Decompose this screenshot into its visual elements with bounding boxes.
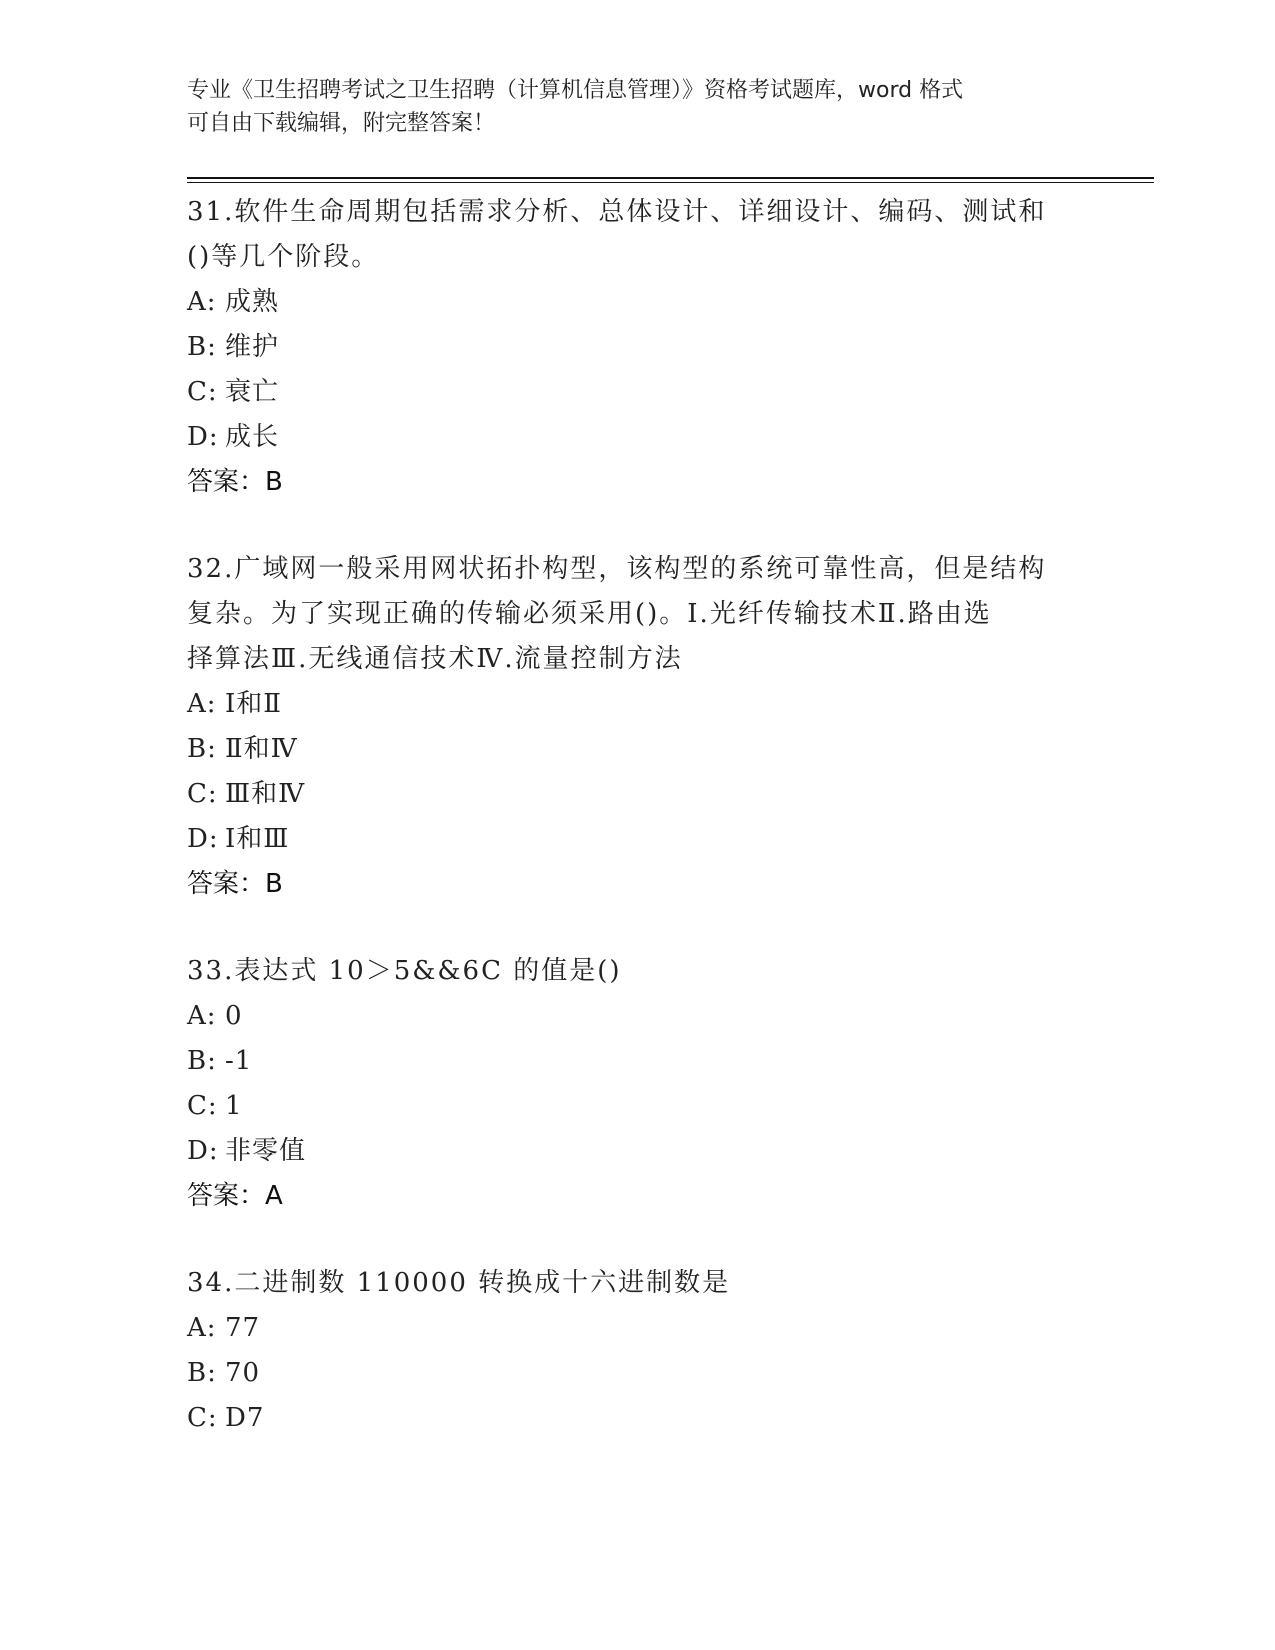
option-text: 衰亡 [225, 377, 280, 407]
question-item [187, 949, 1087, 1219]
header-divider-thick [187, 177, 1154, 179]
option-letter: B: [187, 1046, 217, 1076]
option-text: 70 [225, 1358, 261, 1388]
option-letter: A: [187, 1313, 217, 1343]
option-letter: C: [187, 779, 218, 809]
option-letter: B: [187, 734, 217, 764]
answer-option [187, 1306, 1087, 1351]
option-text: 0 [225, 1001, 243, 1031]
option-letter: A: [187, 287, 217, 317]
answer-key: 答案：A [187, 1181, 283, 1211]
answer-option [187, 325, 1087, 370]
question-text: ()等几个阶段。 [187, 242, 380, 272]
question-text: 33.表达式 10＞5&&6C 的值是() [187, 956, 622, 986]
option-text: D7 [225, 1403, 265, 1433]
option-letter: C: [187, 1403, 218, 1433]
answer-option [187, 370, 1087, 415]
header-line-1: 专业《卫生招聘考试之卫生招聘（计算机信息管理）》资格考试题库，word 格式 [187, 78, 964, 103]
answer-option [187, 817, 1087, 862]
question-text: 34.二进制数 110000 转换成十六进制数是 [187, 1268, 731, 1298]
option-text: Ⅲ和Ⅳ [225, 779, 306, 809]
option-text: 1 [225, 1091, 243, 1121]
answer-option [187, 994, 1087, 1039]
question-text: 复杂。为了实现正确的传输必须采用()。Ⅰ.光纤传输技术Ⅱ.路由选 [187, 599, 992, 629]
answer-option [187, 415, 1087, 460]
option-text: 维护 [225, 332, 280, 362]
header-line-2: 可自由下载编辑，附完整答案！ [187, 111, 496, 136]
option-text: Ⅰ和Ⅱ [225, 689, 282, 719]
question-text: 择算法Ⅲ.无线通信技术Ⅳ.流量控制方法 [187, 644, 683, 674]
option-letter: B: [187, 1358, 217, 1388]
option-letter: D: [187, 824, 219, 854]
answer-option [187, 1039, 1087, 1084]
option-letter: A: [187, 1001, 217, 1031]
option-letter: C: [187, 1091, 218, 1121]
question-item [187, 547, 1087, 907]
header-divider-thin [187, 182, 1154, 183]
answer-option [187, 1129, 1087, 1174]
answer-option [187, 682, 1087, 727]
question-text: 31.软件生命周期包括需求分析、总体设计、详细设计、编码、测试和 [187, 197, 1047, 227]
option-letter: A: [187, 689, 217, 719]
option-text: -1 [225, 1046, 253, 1076]
answer-key: 答案：B [187, 869, 283, 899]
option-letter: B: [187, 332, 217, 362]
option-text: 77 [225, 1313, 261, 1343]
question-text: 32.广域网一般采用网状拓扑构型，该构型的系统可靠性高，但是结构 [187, 554, 1047, 584]
option-text: Ⅱ和Ⅳ [225, 734, 298, 764]
answer-key: 答案：B [187, 467, 283, 497]
option-letter: D: [187, 1136, 219, 1166]
answer-option [187, 727, 1087, 772]
answer-option [187, 772, 1087, 817]
answer-option [187, 1351, 1087, 1396]
option-text: 成熟 [225, 287, 280, 317]
option-text: Ⅰ和Ⅲ [225, 824, 290, 854]
option-text: 非零值 [225, 1136, 307, 1166]
option-letter: C: [187, 377, 218, 407]
option-text: 成长 [225, 422, 280, 452]
option-letter: D: [187, 422, 219, 452]
question-list [187, 190, 1087, 1483]
document-header [187, 74, 1087, 140]
question-item [187, 190, 1087, 505]
answer-option [187, 280, 1087, 325]
answer-option [187, 1084, 1087, 1129]
question-item [187, 1261, 1087, 1441]
answer-option [187, 1396, 1087, 1441]
